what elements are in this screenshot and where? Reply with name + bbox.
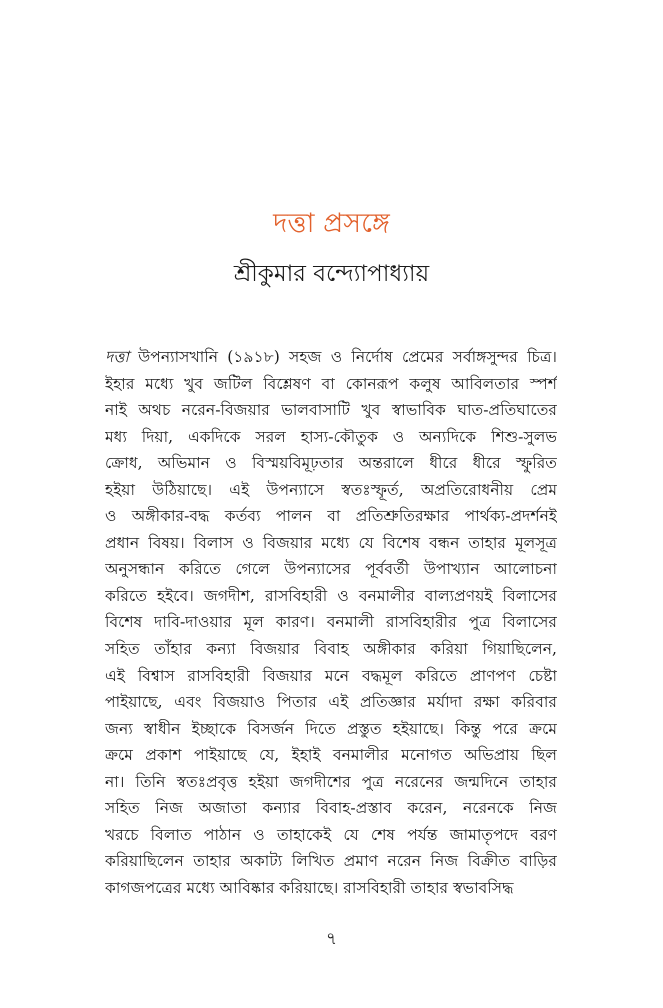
body-line: ও অঙ্গীকার-বদ্ধ কর্তব্য পালন বা প্রতিশ্রুতিরক্ষার পার্থক্য-প্রদর্শনই xyxy=(105,507,557,526)
novel-title-italic: দত্তা xyxy=(105,348,129,366)
body-line: ক্রোধ, অভিমান ও বিস্ময়বিমূঢ়তার অন্তরালে ধীরে ধীরে স্ফুরিত xyxy=(105,454,557,473)
body-line: ক্রমে প্রকাশ পাইয়াছে যে, ইহাই বনমালীর মনোগত অভিপ্রায় ছিল xyxy=(105,746,557,765)
body-line: পাইয়াছে, এবং বিজয়াও পিতার এই প্রতিজ্ঞার মর্যাদা রক্ষা করিবার xyxy=(105,693,557,712)
body-line: খরচে বিলাত পাঠান ও তাহাকেই যে শেষ পর্যন্ত জামাতৃপদে বরণ xyxy=(105,825,557,844)
body-line: অনুসন্ধান করিতে গেলে উপন্যাসের পূর্ববর্তী উপাখ্যান আলোচনা xyxy=(105,560,557,579)
body-line-rest: উপন্যাসখানি (১৯১৮) সহজ ও নির্দোষ প্রেমের সর্বাঙ্গসুন্দর চিত্র। xyxy=(128,348,557,366)
chapter-title: দত্তা প্রসঙ্গে xyxy=(273,208,390,239)
body-paragraph xyxy=(105,344,557,901)
body-line: এই বিশ্বাস রাসবিহারী বিজয়ার মনে বদ্ধমূল করিতে প্রাণপণ চেষ্টা xyxy=(105,666,557,685)
body-line: মধ্য দিয়া, একদিকে সরল হাস্য-কৌতুক ও অন্যদিকে শিশু-সুলভ xyxy=(105,427,557,446)
body-line: সহিত নিজ অজাতা কন্যার বিবাহ-প্রস্তাব করেন, নরেনকে নিজ xyxy=(105,799,557,818)
body-line: হইয়া উঠিয়াছে। এই উপন্যাসে স্বতঃস্ফূর্ত, অপ্রতিরোধনীয় প্রেম xyxy=(105,480,557,499)
body-line: বিশেষ দাবি-দাওয়ার মূল কারণ। বনমালী রাসবিহারীর পুত্র বিলাসের xyxy=(105,613,557,632)
body-line: করিতে হইবে। জগদীশ, রাসবিহারী ও বনমালীর বাল্যপ্রণয়ই বিলাসের xyxy=(105,586,557,605)
author-name: শ্রীকুমার বন্দ্যোপাধ্যায় xyxy=(233,261,430,287)
body-line: কাগজপত্রের মধ্যে আবিষ্কার করিয়াছে। রাসবিহারী তাহার স্বভাবসিদ্ধ xyxy=(105,878,514,897)
body-line: জন্য স্বাধীন ইচ্ছাকে বিসর্জন দিতে প্রস্তুত হইয়াছে। কিন্তু পরে ক্রমে xyxy=(105,719,557,738)
body-line: ইহার মধ্যে খুব জটিল বিশ্লেষণ বা কোনরূপ কলুষ আবিলতার স্পর্শ xyxy=(105,374,557,393)
body-line: প্রধান বিষয়। বিলাস ও বিজয়ার মধ্যে যে বিশেষ বন্ধন তাহার মূলসূত্র xyxy=(105,533,557,552)
body-line: করিয়াছিলেন তাহার অকাট্য লিখিত প্রমাণ নরেন নিজ বিক্রীত বাড়ির xyxy=(105,852,557,871)
body-line: নাই অথচ নরেন-বিজয়ার ভালবাসাটি খুব স্বাভাবিক ঘাত-প্রতিঘাতের xyxy=(105,401,557,420)
body-line: না। তিনি স্বতঃপ্রবৃত্ত হইয়া জগদীশের পুত্র নরেনের জন্মদিনে তাহার xyxy=(105,772,557,791)
body-line: সহিত তাঁহার কন্যা বিজয়ার বিবাহ অঙ্গীকার করিয়া গিয়াছিলেন, xyxy=(105,640,557,659)
body-line xyxy=(105,344,557,371)
page-number: ৭ xyxy=(325,929,338,949)
